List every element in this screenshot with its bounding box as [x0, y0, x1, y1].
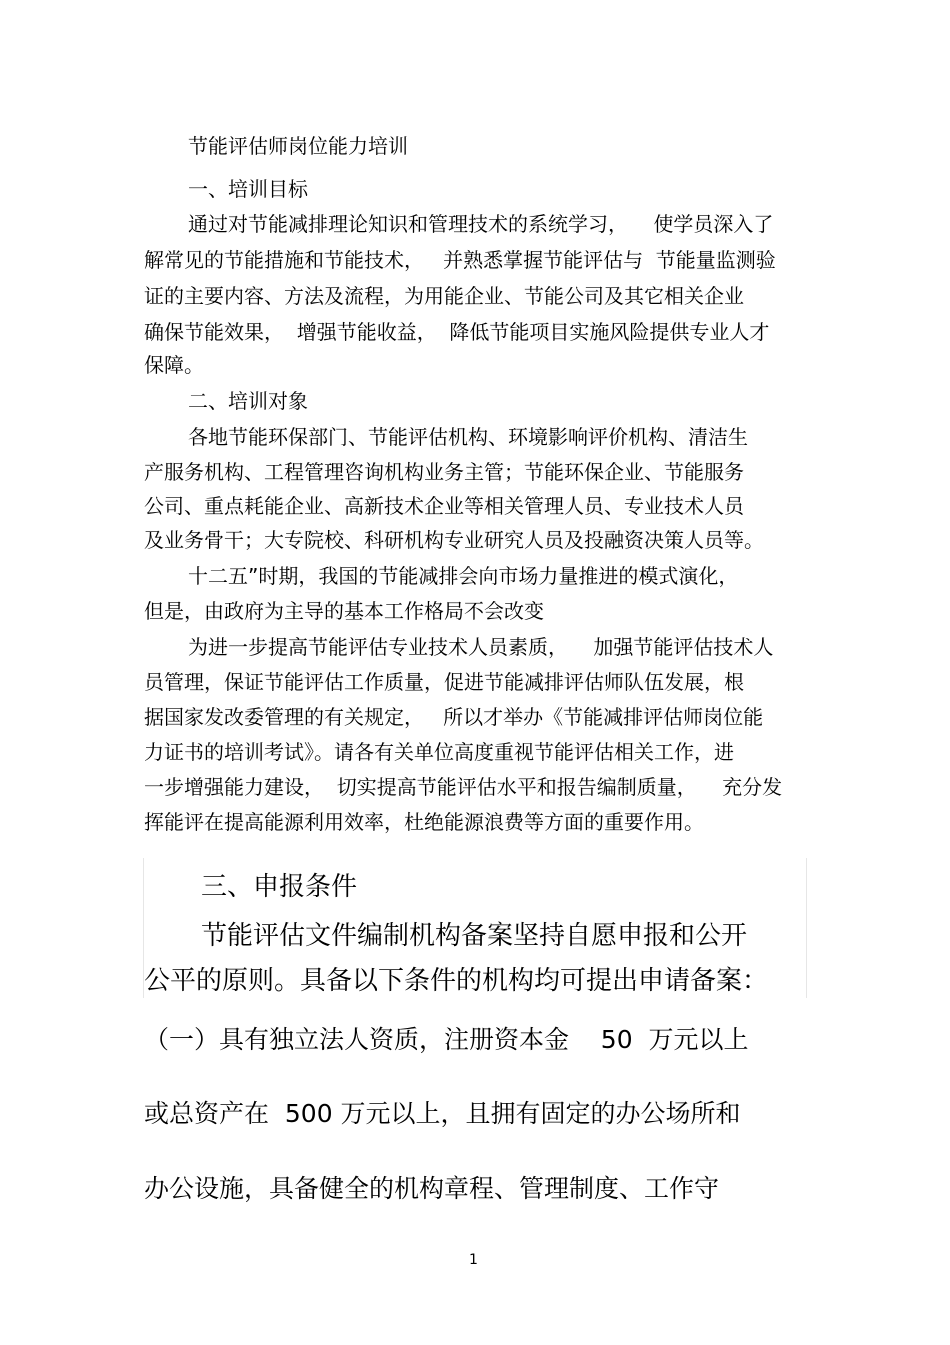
paragraph-line: 挥能评在提高能源利用效率，杜绝能源浪费等方面的重要作用。 — [144, 810, 704, 834]
paragraph-line: 节能评估文件编制机构备案坚持自愿申报和公开 — [201, 921, 748, 951]
paragraph-line: 及业务骨干；大专院校、科研机构专业研究人员及投融资决策人员等。 — [144, 528, 764, 552]
paragraph-line: （一）具有独立法人资质，注册资本金 50 万元以上 — [144, 1025, 749, 1054]
paragraph-line: 通过对节能减排理论知识和管理技术的系统学习， 使学员深入了 — [188, 212, 774, 236]
paragraph-line: 力证书的培训考试》。请各有关单位高度重视节能评估相关工作，进 — [144, 740, 734, 764]
paragraph-line: 保障。 — [144, 353, 204, 377]
page-title: 节能评估师岗位能力培训 — [188, 134, 408, 158]
paragraph-line: 但是，由政府为主导的基本工作格局不会改变 — [144, 599, 544, 623]
page-number: 1 — [469, 1252, 478, 1268]
paragraph-line: 十二五”时期，我国的节能减排会向市场力量推进的模式演化， — [188, 564, 739, 588]
paragraph-line: 据国家发改委管理的有关规定， 所以才举办《节能减排评估师岗位能 — [144, 705, 764, 729]
section-heading: 三、申报条件 — [201, 872, 358, 902]
paragraph-line: 办公设施，具备健全的机构章程、管理制度、工作守 — [144, 1174, 720, 1203]
box-border-right — [806, 858, 807, 998]
paragraph-line: 为进一步提高节能评估专业技术人员素质， 加强节能评估技术人 — [188, 635, 774, 659]
section-heading: 一、培训目标 — [188, 177, 308, 201]
paragraph-line: 员管理，保证节能评估工作质量，促进节能减排评估师队伍发展，根 — [144, 670, 744, 694]
section-heading: 二、培训对象 — [188, 389, 308, 413]
paragraph-line: 公司、重点耗能企业、高新技术企业等相关管理人员、专业技术人员 — [144, 494, 744, 518]
paragraph-line: 确保节能效果， 增强节能收益， 降低节能项目实施风险提供专业人才 — [144, 320, 770, 344]
paragraph-line: 或总资产在 500 万元以上，且拥有固定的办公场所和 — [144, 1099, 741, 1128]
paragraph-line: 解常见的节能措施和节能技术， 并熟悉掌握节能评估与 节能量监测验 — [144, 248, 776, 272]
paragraph-line: 一步增强能力建设， 切实提高节能评估水平和报告编制质量， 充分发 — [144, 775, 783, 799]
paragraph-line: 产服务机构、工程管理咨询机构业务主管；节能环保企业、节能服务 — [144, 460, 744, 484]
paragraph-line: 证的主要内容、方法及流程，为用能企业、节能公司及其它相关企业 — [144, 284, 744, 308]
paragraph-line: 各地节能环保部门、节能评估机构、环境影响评价机构、清洁生 — [188, 425, 748, 449]
paragraph-line: 公平的原则。具备以下条件的机构均可提出申请备案： — [144, 966, 769, 996]
